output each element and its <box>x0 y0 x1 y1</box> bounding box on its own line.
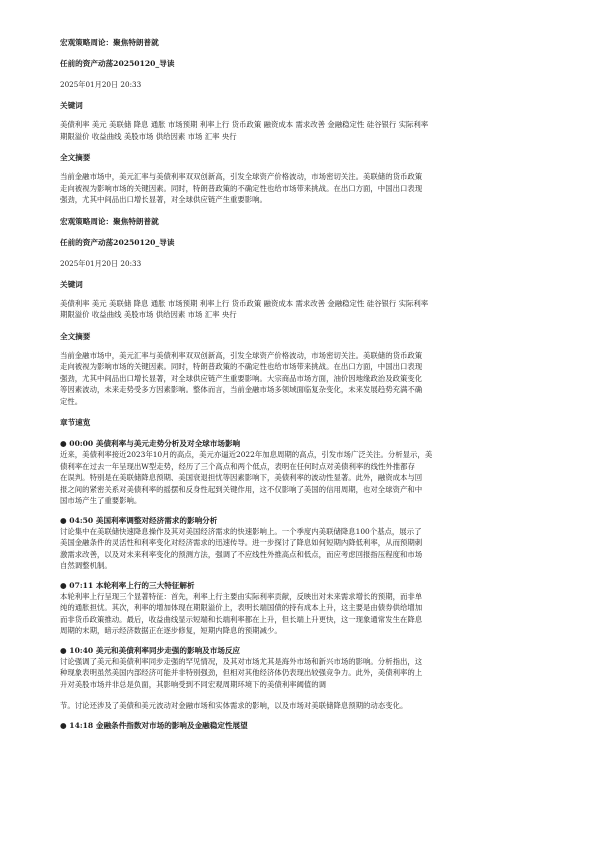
chapter-line: 纯的通胀担忧。其次，利率的增加体现在期限溢价上，表明长端国债的持有成本上升，这主要是由债券供给增加 <box>60 603 423 612</box>
chapter-line: 节。讨论还涉及了美债和美元波动对金融市场和实体需求的影响，以及市场对美联储降息预期的动态变化。 <box>60 701 408 710</box>
chapter-line: 激需求改善，以及对未来利率变化的预测方法，强调了不应线性外推高点和低点，而应考虑回报指压程度和市场 <box>60 549 423 559</box>
chapter-line: 美国金融条件的灵活性和利率变化对经济需求的迅速传导。进一步探讨了降息如何短期内降低利率，从而预期刺 <box>60 538 423 547</box>
chapter-title: ● 00:00 美债利率与美元走势分析及对全球市场影响 <box>60 438 538 449</box>
chapter-line: 讨论强调了美元和美债利率同步走强的罕见情况，及其对市场尤其是海外市场和新兴市场的影响。分析指出，这 <box>60 656 423 666</box>
keywords-heading: 关键词 <box>60 279 83 289</box>
chapter-line: 自然调整机制。 <box>60 561 112 570</box>
summary-line: 走向被视为影响市场的关键因素。同时，特朗普政策的不确定性也给市场带来挑战。在出口方面，中国出口表现 <box>60 362 423 371</box>
publish-date: 2025年01月20日 20:33 <box>60 80 142 89</box>
chapter-line: 报之间的紧密关系对美债利率的摇摆和反身性起到关键作用，这不仅影响了美国的信用周期，也对全球资产和中 <box>60 484 423 494</box>
chapter-line: 讨论集中在美联储快速降息操作及其对美国经济需求的快速影响上。一个季度内美联储降息100个基点，展示了 <box>60 526 422 536</box>
doc-title: 任前的资产动荡20250120_导读 <box>60 59 175 68</box>
chapters-heading: 章节速览 <box>60 418 91 427</box>
chapter-title: ● 04:50 美国利率调整对经济需求的影响分析 <box>60 515 538 526</box>
summary-line: 强劲，尤其中间品出口增长显著，对全球供应链产生重要影响。大宗商品市场方面，油价因地缘政治及政策变化 <box>60 373 423 383</box>
header-block-1 <box>60 37 538 206</box>
chapter-line: 在误判。特别是在美联储降息预期、美国衰退担忧等因素影响下，美债利率的波动性显著。此外，融资成本与回 <box>60 473 423 482</box>
doc-title: 任前的资产动荡20250120_导读 <box>60 237 175 247</box>
chapter-title: ● 14:18 金融条件指数对市场的影响及金融稳定性展望 <box>60 720 538 731</box>
keywords-heading: 关键词 <box>60 101 83 110</box>
summary-line: 当前金融市场中，美元汇率与美债利率双双创新高，引发全球资产价格波动，市场密切关注。美联储的货币政策 <box>60 172 423 181</box>
keywords-line: 美债利率 美元 美联储 降息 通胀 市场预期 利率上行 货币政策 融资成本 需求改善 金融稳定性 硅谷银行 实际利率 <box>60 120 429 129</box>
chapter-line: 近来，美债利率接近2023年10月的高点，美元亦逼近2022年加息周期的高点，引发市场广泛关注。分析显示，美 <box>60 450 433 459</box>
summary-line: 定性。 <box>60 396 83 406</box>
keywords-line: 美债利率 美元 美联储 降息 通胀 市场预期 利率上行 货币政策 融资成本 需求改善 金融稳定性 硅谷银行 实际利率 <box>60 298 429 308</box>
chapter-title: ● 07:11 本轮利率上行的三大特征解析 <box>60 580 538 591</box>
chapter-line: 种现象表明虽然美国内部经济可能并非特别强劲，但相对其他经济体仍表现出较强竞争力。此外，美债利率的上 <box>60 668 423 677</box>
summary-line: 走向被视为影响市场的关键因素。同时，特朗普政策的不确定性也给市场带来挑战。在出口方面，中国出口表现 <box>60 183 423 193</box>
chapter-section <box>60 438 538 507</box>
summary-line: 等因素波动，未来走势受多方因素影响。整体而言，当前金融市场多领域面临复杂变化，未来发展趋势充满不确 <box>60 385 423 394</box>
summary-line: 强劲，尤其中间品出口增长显著，对全球供应链产生重要影响。 <box>60 195 267 204</box>
series-title: 宏观策略周论：聚焦特朗普就 <box>60 38 159 47</box>
chapter-section <box>60 720 538 731</box>
publish-date: 2025年01月20日 20:33 <box>60 258 142 268</box>
chapter-line: 债利率在过去一年呈现出W型走势，经历了三个高点和两个低点，表明在任何时点对美债利率的线性外推都存 <box>60 461 415 471</box>
chapter-line: 本轮利率上行呈现三个显著特征：首先，利率上行主要由实际利率贡献，反映出对未来需求增长的预期，而非单 <box>60 591 423 601</box>
summary-heading: 全文摘要 <box>60 153 91 162</box>
document-page <box>60 37 538 731</box>
chapter-section <box>60 515 538 572</box>
chapter-title: ● 10:40 美元和美债利率同步走强的影响及市场反应 <box>60 645 538 656</box>
keywords-line: 期限溢价 收益曲线 美股市场 供给因素 市场 汇率 央行 <box>60 310 237 319</box>
chapter-line: 周期的末期，暗示经济数据正在逐步修复，短期内降息的预期减少。 <box>60 626 282 635</box>
chapter-section <box>60 645 538 712</box>
keywords-line: 期限溢价 收益曲线 美股市场 供给因素 市场 汇率 央行 <box>60 131 237 141</box>
series-title: 宏观策略周论：聚焦特朗普就 <box>60 216 159 226</box>
summary-line: 当前金融市场中，美元汇率与美债利率双双创新高，引发全球资产价格波动，市场密切关注。美联储的货币政策 <box>60 350 423 360</box>
chapter-line: 升对美股市场并非总是负面，其影响受到不同宏观周期环境下的美债利率阈值的调 <box>60 679 327 689</box>
chapter-line: 国市场产生了重要影响。 <box>60 496 142 505</box>
chapter-line: 而非货币政策推动。最后，收益曲线显示短端和长端利率都在上升，但长端上升更快，这一现象通常发生在降息 <box>60 614 423 624</box>
chapter-section <box>60 580 538 637</box>
summary-heading: 全文摘要 <box>60 331 91 341</box>
header-block-2 <box>60 216 538 408</box>
